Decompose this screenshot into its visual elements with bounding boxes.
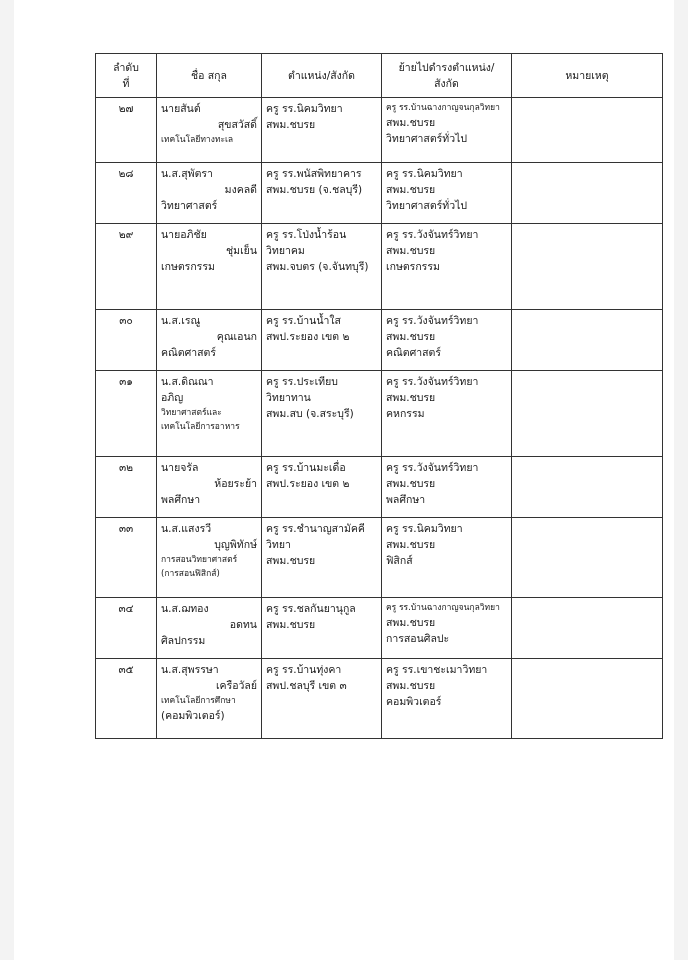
teacher-name-cell: น.ส.ฌทอง อดทน ศิลปกรรม — [157, 598, 262, 659]
current-position-cell: ครู รร.ชำนาญสามัคคี วิทยา สพม.ชบรย — [262, 518, 382, 598]
current-position-cell: ครู รร.ประเทียบ วิทยาทาน สพม.สบ (จ.สระบุรี) — [262, 371, 382, 457]
teacher-name-cell: นายจรัล ห้อยระย้า พลศึกษา — [157, 457, 262, 518]
current-position-cell: ครู รร.นิคมวิทยา สพม.ชบรย — [262, 98, 382, 163]
new-position-cell: ครู รร.บ้านฉางกาญจนกุลวิทยา สพม.ชบรย การสอนศิลปะ — [382, 598, 512, 659]
current-position-cell: ครู รร.พนัสพิทยาคาร สพม.ชบรย (จ.ชลบุรี) — [262, 163, 382, 224]
table-row — [96, 163, 663, 224]
new-position-cell: ครู รร.วังจันทร์วิทยา สพม.ชบรย พลศึกษา — [382, 457, 512, 518]
remark-cell — [512, 457, 663, 518]
header-name: ชื่อ สกุล — [157, 54, 262, 98]
header-remark: หมายเหตุ — [512, 54, 663, 98]
row-number: ๓๓ — [96, 518, 157, 598]
remark-cell — [512, 310, 663, 371]
remark-cell — [512, 98, 663, 163]
teacher-name-cell: นายอภิชัย ชุ่มเย็น เกษตรกรรม — [157, 224, 262, 310]
new-position-cell: ครู รร.เขาชะเมาวิทยา สพม.ชบรย คอมพิวเตอร์ — [382, 659, 512, 739]
new-position-cell: ครู รร.วังจันทร์วิทยา สพม.ชบรย คหกรรม — [382, 371, 512, 457]
remark-cell — [512, 598, 663, 659]
header-order: ลำดับ ที่ — [96, 54, 157, 98]
new-position-cell: ครู รร.บ้านฉางกาญจนกุลวิทยา สพม.ชบรย วิทยาศาสตร์ทั่วไป — [382, 98, 512, 163]
remark-cell — [512, 224, 663, 310]
teacher-name-cell: น.ส.ดิณณา อภิญ วิทยาศาสตร์และ เทคโนโลยีการอาหาร — [157, 371, 262, 457]
header-position: ตำแหน่ง/สังกัด — [262, 54, 382, 98]
remark-cell — [512, 659, 663, 739]
remark-cell — [512, 518, 663, 598]
teacher-name-cell: น.ส.สุพัตรา มงคลดี วิทยาศาสตร์ — [157, 163, 262, 224]
row-number: ๓๐ — [96, 310, 157, 371]
teacher-name-cell: น.ส.แสงรวี บุญพิทักษ์ การสอนวิทยาศาสตร์ (การสอนฟิสิกส์) — [157, 518, 262, 598]
row-number: ๒๗ — [96, 98, 157, 163]
current-position-cell: ครู รร.บ้านน้ำใส สพป.ระยอง เขต ๒ — [262, 310, 382, 371]
row-number: ๒๘ — [96, 163, 157, 224]
table-row — [96, 310, 663, 371]
row-number: ๒๙ — [96, 224, 157, 310]
current-position-cell: ครู รร.บ้านมะเดื่อ สพป.ระยอง เขต ๒ — [262, 457, 382, 518]
teacher-name-cell: นายสันต์ สุขสวัสดิ์ เทคโนโลยีทางทะเล — [157, 98, 262, 163]
row-number: ๓๑ — [96, 371, 157, 457]
table-row — [96, 457, 663, 518]
remark-cell — [512, 163, 663, 224]
new-position-cell: ครู รร.นิคมวิทยา สพม.ชบรย ฟิสิกส์ — [382, 518, 512, 598]
row-number: ๓๔ — [96, 598, 157, 659]
current-position-cell: ครู รร.โป่งน้ำร้อน วิทยาคม สพม.จบตร (จ.จันทบุรี) — [262, 224, 382, 310]
table-header-row — [96, 54, 663, 98]
table-row — [96, 598, 663, 659]
table-row — [96, 371, 663, 457]
table-row — [96, 659, 663, 739]
teacher-transfer-table — [95, 53, 663, 739]
row-number: ๓๕ — [96, 659, 157, 739]
new-position-cell: ครู รร.วังจันทร์วิทยา สพม.ชบรย เกษตรกรรม — [382, 224, 512, 310]
teacher-name-cell: น.ส.สุพรรษา เครือวัลย์ เทคโนโลยีการศึกษา (คอมพิวเตอร์) — [157, 659, 262, 739]
header-move-to: ย้ายไปดำรงตำแหน่ง/ สังกัด — [382, 54, 512, 98]
teacher-name-cell: น.ส.เรณู คุณเอนก คณิตศาสตร์ — [157, 310, 262, 371]
new-position-cell: ครู รร.นิคมวิทยา สพม.ชบรย วิทยาศาสตร์ทั่วไป — [382, 163, 512, 224]
table-row — [96, 518, 663, 598]
current-position-cell: ครู รร.ชลกันยานุกูล สพม.ชบรย — [262, 598, 382, 659]
document-page — [14, 0, 674, 960]
row-number: ๓๒ — [96, 457, 157, 518]
new-position-cell: ครู รร.วังจันทร์วิทยา สพม.ชบรย คณิตศาสตร์ — [382, 310, 512, 371]
remark-cell — [512, 371, 663, 457]
table-row — [96, 224, 663, 310]
table-row — [96, 98, 663, 163]
current-position-cell: ครู รร.บ้านทุ่งคา สพป.ชลบุรี เขต ๓ — [262, 659, 382, 739]
